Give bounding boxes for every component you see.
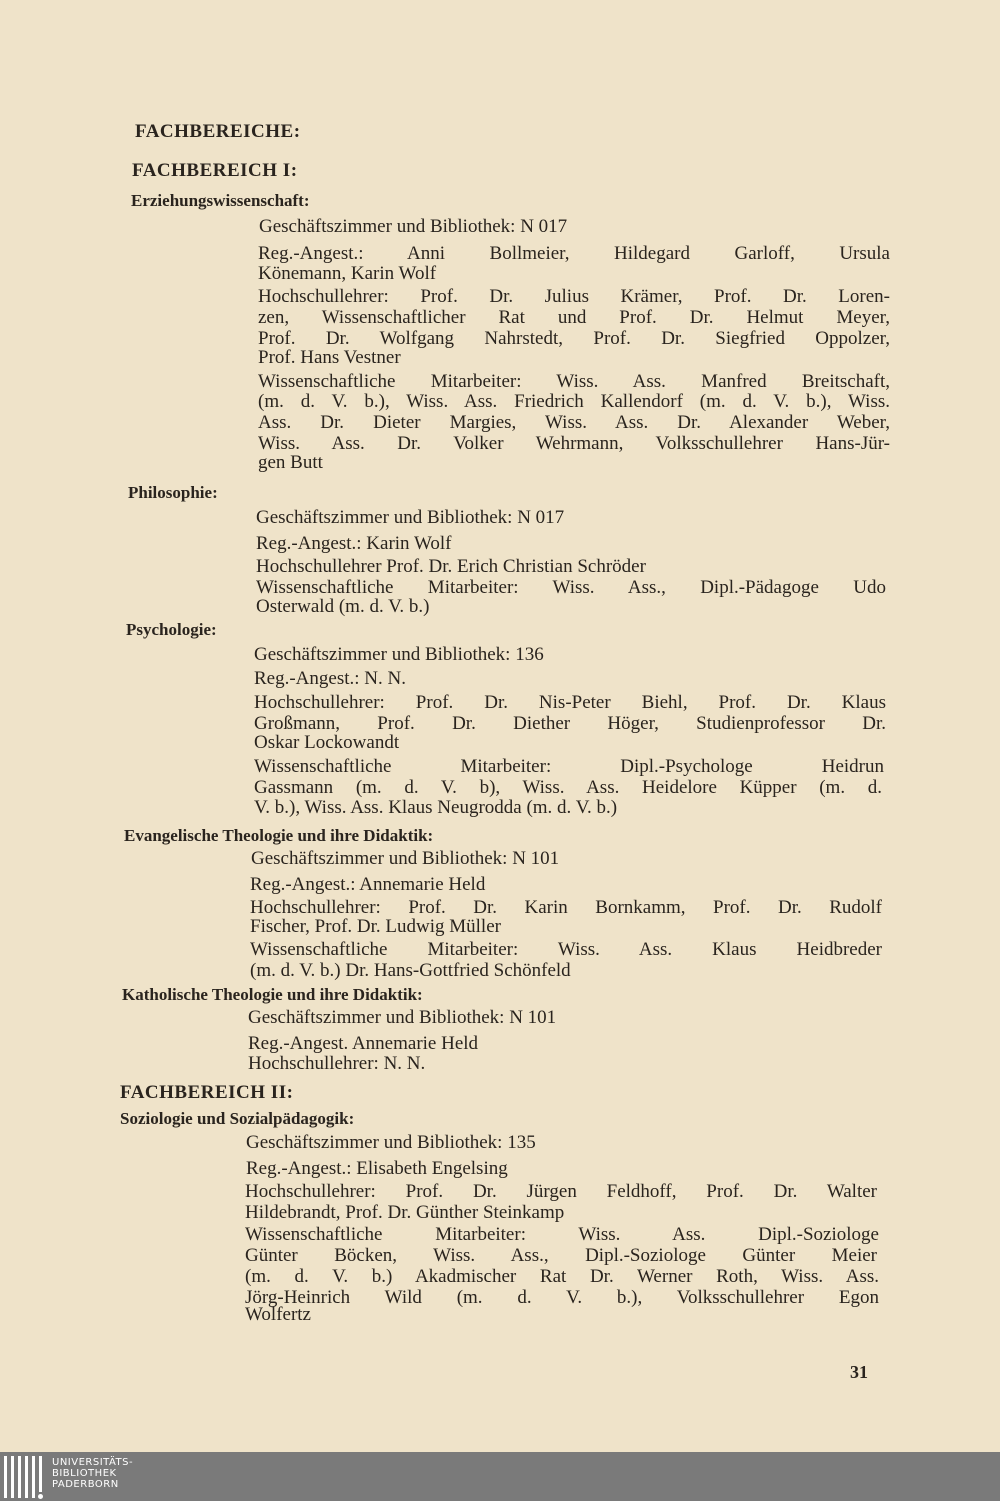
text-line: Gassmann (m. d. V. b), Wiss. Ass. Heidelore Küpper (m. d. (254, 777, 882, 798)
text-line: gen Butt (258, 452, 323, 473)
text-line: (m. d. V. b.), Wiss. Ass. Friedrich Kallendorf (m. d. V. b.), Wiss. (258, 391, 890, 412)
text-line: Hochschullehrer: Prof. Dr. Jürgen Feldhoff, Prof. Dr. Walter (245, 1181, 877, 1202)
text-line: Wissenschaftliche Mitarbeiter: Wiss. Ass. Manfred Breitschaft, (258, 371, 890, 392)
text-line: Fischer, Prof. Dr. Ludwig Müller (250, 916, 501, 937)
text-line: zen, Wissenschaftlicher Rat und Prof. Dr. Helmut Meyer, (258, 307, 890, 328)
text-line: Könemann, Karin Wolf (258, 263, 437, 284)
text-line: Geschäftszimmer und Bibliothek: N 017 (259, 216, 568, 237)
text-line: (m. d. V. b.) Akadmischer Rat Dr. Werner Roth, Wiss. Ass. (245, 1266, 879, 1287)
text-line: Hildebrandt, Prof. Dr. Günther Steinkamp (245, 1202, 565, 1223)
text-line: Jörg-Heinrich Wild (m. d. V. b.), Volksschullehrer Egon (245, 1287, 879, 1308)
text-line: Reg.-Angest.: Annemarie Held (250, 874, 486, 895)
library-logo-icon (4, 1456, 44, 1496)
section-heading-erziehungswissenschaft: Erziehungswissenschaft: (131, 191, 310, 210)
section-heading-psychologie: Psychologie: (126, 620, 217, 639)
text-line: Geschäftszimmer und Bibliothek: 135 (246, 1132, 536, 1153)
text-line: Reg.-Angest.: N. N. (254, 668, 406, 689)
text-line: Günter Böcken, Wiss. Ass., Dipl.-Soziologe Günter Meier (245, 1245, 877, 1266)
text-line: Prof. Hans Vestner (258, 347, 401, 368)
section-heading-philosophie: Philosophie: (128, 483, 218, 502)
text-line: Großmann, Prof. Dr. Diether Höger, Studienprofessor Dr. (254, 713, 886, 734)
text-line: Geschäftszimmer und Bibliothek: N 017 (256, 507, 565, 528)
text-line: Reg.-Angest.: Anni Bollmeier, Hildegard Garloff, Ursula (258, 243, 890, 264)
text-line: Reg.-Angest.: Elisabeth Engelsing (246, 1158, 508, 1179)
text-line: Geschäftszimmer und Bibliothek: N 101 (248, 1007, 557, 1028)
text-line: Prof. Dr. Wolfgang Nahrstedt, Prof. Dr. Siegfried Oppolzer, (258, 328, 890, 349)
section-heading-soziologie: Soziologie und Sozialpädagogik: (120, 1109, 355, 1128)
text-line: Wiss. Ass. Dr. Volker Wehrmann, Volksschullehrer Hans-Jür- (258, 433, 890, 454)
text-line: Reg.-Angest. Annemarie Held (248, 1033, 479, 1054)
text-line: Ass. Dr. Dieter Margies, Wiss. Ass. Dr. Alexander Weber, (258, 412, 890, 433)
text-line: Wissenschaftliche Mitarbeiter: Wiss. Ass., Dipl.-Pädagoge Udo (256, 577, 886, 598)
text-line: Reg.-Angest.: Karin Wolf (256, 533, 452, 554)
library-footer (0, 1452, 1000, 1501)
text-line: V. b.), Wiss. Ass. Klaus Neugrodda (m. d. V. b.) (254, 797, 618, 818)
section-heading-katholische-theologie: Katholische Theologie und ihre Didaktik: (122, 985, 423, 1004)
page-number: 31 (850, 1362, 868, 1382)
main-heading: FACHBEREICHE: (135, 121, 301, 142)
section-heading-evangelische-theologie: Evangelische Theologie und ihre Didaktik: (124, 826, 434, 845)
text-line: Osterwald (m. d. V. b.) (256, 596, 430, 617)
text-line: Wissenschaftliche Mitarbeiter: Wiss. Ass. Klaus Heidbreder (250, 939, 882, 960)
text-line: (m. d. V. b.) Dr. Hans-Gottfried Schönfeld (250, 960, 571, 981)
text-line: Hochschullehrer: N. N. (248, 1053, 426, 1074)
text-line: Hochschullehrer Prof. Dr. Erich Christian Schröder (256, 556, 646, 577)
text-line: Hochschullehrer: Prof. Dr. Nis-Peter Biehl, Prof. Dr. Klaus (254, 692, 886, 713)
text-line: Geschäftszimmer und Bibliothek: 136 (254, 644, 544, 665)
text-line: Wissenschaftliche Mitarbeiter: Wiss. Ass. Dipl.-Soziologe (245, 1224, 879, 1245)
text-line: Hochschullehrer: Prof. Dr. Karin Bornkamm, Prof. Dr. Rudolf (250, 897, 882, 918)
text-line: Wissenschaftliche Mitarbeiter: Dipl.-Psychologe Heidrun (254, 756, 884, 777)
fachbereich-1-heading: FACHBEREICH I: (132, 160, 298, 181)
text-line: Oskar Lockowandt (254, 732, 400, 753)
text-line: Geschäftszimmer und Bibliothek: N 101 (251, 848, 560, 869)
text-line: Wolfertz (245, 1304, 311, 1325)
library-name: UNIVERSITÄTS- BIBLIOTHEK PADERBORN (52, 1457, 134, 1490)
fachbereich-2-heading: FACHBEREICH II: (120, 1082, 294, 1103)
text-line: Hochschullehrer: Prof. Dr. Julius Krämer, Prof. Dr. Loren- (258, 286, 890, 307)
